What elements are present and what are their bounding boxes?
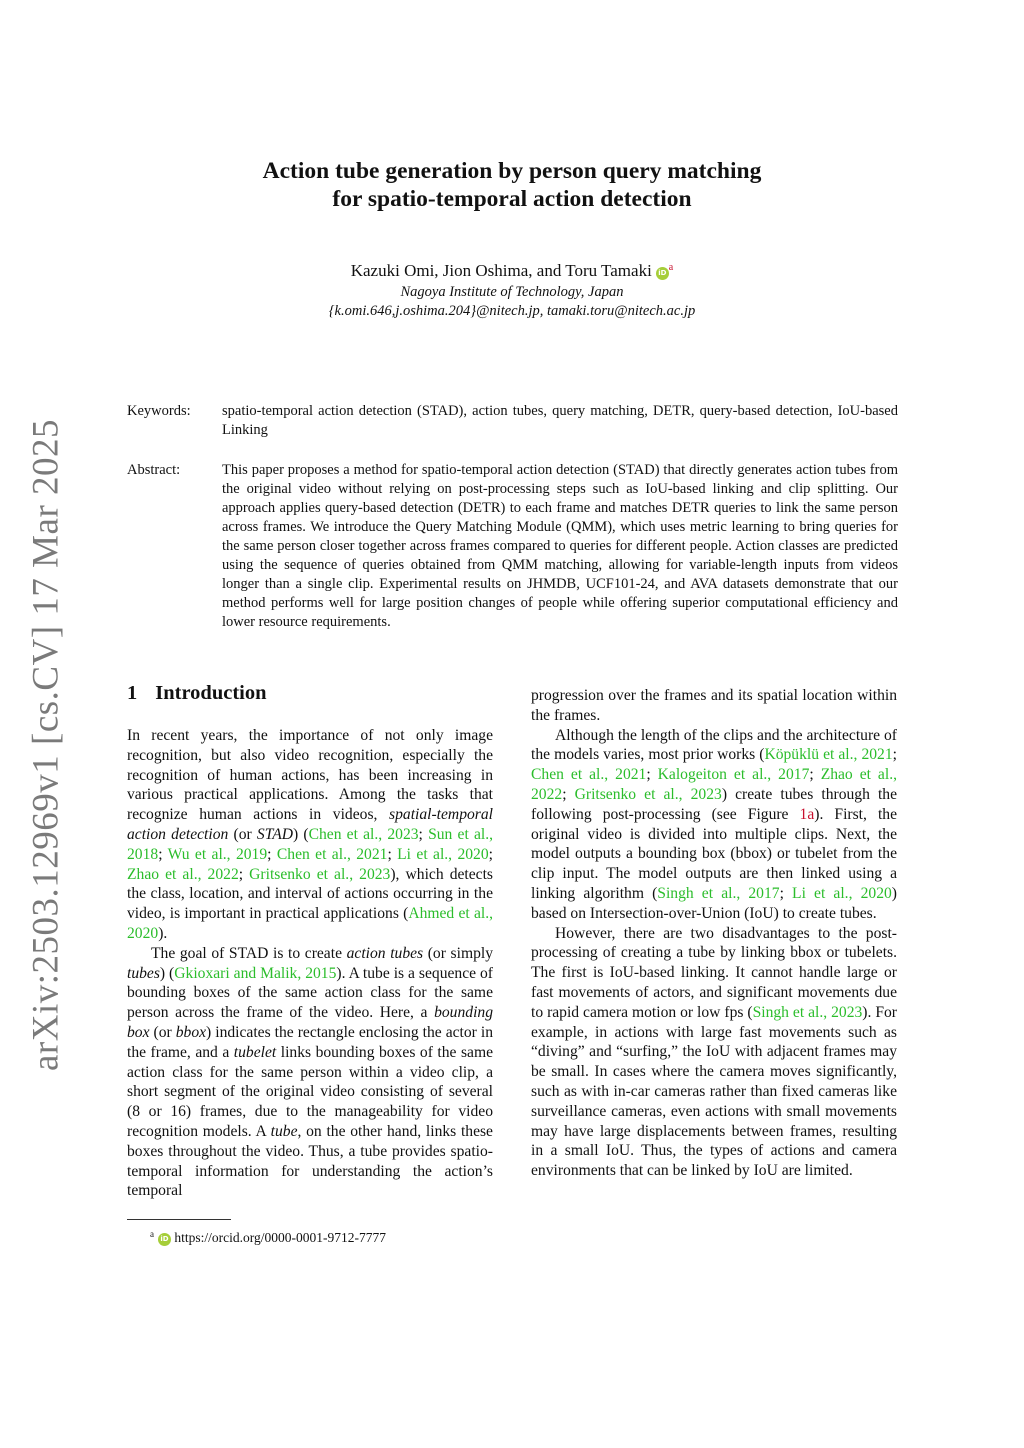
section-title: Introduction bbox=[155, 682, 267, 704]
citation-link[interactable]: Köpüklü et al., 2021 bbox=[764, 746, 893, 764]
citation-link[interactable]: Sun et al., 2018 bbox=[127, 825, 494, 863]
author-emails: {k.omi.646,j.oshima.204}@nitech.jp, tamaki.toru@nitech.ac.jp bbox=[328, 303, 696, 319]
citation-link[interactable]: Chen et al., 2023 bbox=[308, 825, 419, 843]
figure-reference-link[interactable]: 1a bbox=[799, 805, 815, 823]
citation-link[interactable]: Gritsenko et al., 2023 bbox=[574, 785, 722, 803]
author-names: Kazuki Omi, Jion Oshima, and Toru Tamaki bbox=[350, 261, 652, 280]
title-line-1: Action tube generation by person query matching bbox=[262, 158, 762, 184]
orcid-link[interactable]: https://orcid.org/0000-0001-9712-7777 bbox=[174, 1230, 386, 1245]
citation-link[interactable]: Li et al., 2020 bbox=[397, 845, 489, 863]
footnote bbox=[150, 1225, 386, 1247]
affiliation: Nagoya Institute of Technology, Japan bbox=[400, 284, 624, 300]
keywords-label: Keywords: bbox=[127, 403, 191, 419]
citation-link[interactable]: Kalogeiton et al., 2017 bbox=[657, 766, 810, 784]
title-line-2: for spatio-temporal action detection bbox=[332, 186, 692, 212]
paper-title bbox=[0, 157, 1024, 213]
intro-paragraph-2-continued: progression over the frames and its spatial location within the frames. bbox=[531, 687, 897, 724]
footnote-divider bbox=[127, 1219, 231, 1220]
orcid-icon[interactable]: iD bbox=[656, 267, 669, 280]
author-list bbox=[0, 257, 1024, 282]
intro-paragraph-3: Although the length of the clips and the architecture of the models varies, most prior works (Köpüklü et al., 2021; Chen et al., 2021; Kalogeiton et al., 2017; Zhao et al., 2022; Gritsenko et al., 2023) create tubes through the following post-processing (see Figure 1a). First, the original video is divided into multiple clips. Next, the model outputs a bounding box (bbox) or tubelet from the clip input. The model outputs are then linked using a linking algorithm (Singh et al., 2017; Li et al., 2020) based on Intersection-over-Union (IoU) to create tubes. bbox=[531, 726, 898, 922]
citation-link[interactable]: Singh et al., 2017 bbox=[657, 884, 780, 902]
citation-link[interactable]: Zhao et al., 2022 bbox=[127, 865, 239, 883]
citation-link[interactable]: Wu et al., 2019 bbox=[167, 845, 268, 863]
section-number: 1 bbox=[127, 682, 138, 704]
arxiv-identifier: arXiv:2503.12969v1 [cs.CV] 17 Mar 2025 bbox=[25, 418, 67, 1072]
abstract-text: This paper proposes a method for spatio-temporal action detection (STAD) that directly generates action tubes from the original video without relying on post-processing steps such as IoU-based linking and clip splitting. Our approach applies query-based detection (DETR) to each frame and matches DETR queries to link the same person across frames. We introduce the Query Matching Module (QMM), which uses metric learning to bring queries for the same person closer together across frames compared to queries for different people. Action classes are predicted using the sequence of queries obtained from QMM matching, allowing for variable-length inputs from videos longer than a single clip. Experimental results on JHMDB, UCF101-24, and AVA datasets demonstrate that our method performs well for large position changes of people while offering superior computational efficiency and lower resource requirements. bbox=[222, 462, 898, 630]
citation-link[interactable]: Li et al., 2020 bbox=[792, 884, 892, 902]
intro-paragraph-4: However, there are two disadvantages to the post-processing of creating a tube by linking bbox or tubelets. The first is IoU-based linking. It cannot handle large or fast movements of actors, and significant movements due to rapid camera motion or low fps (Singh et al., 2023). For example, in actions with large fast movements such as “diving” and “surfing,” the IoU with adjacent frames may be small. In cases where the camera moves significantly, such as with in-car cameras rather than fixed cameras like surveillance cameras, even actions with small movements may have large displacements between frames, resulting in a small IoU. Thus, the types of actions and camera environments that can be linked by IoU are limited. bbox=[531, 924, 897, 1180]
left-column bbox=[127, 726, 493, 1201]
author-footnote-mark[interactable]: a bbox=[668, 262, 674, 273]
citation-link[interactable]: Zhao et al., 2022 bbox=[531, 766, 897, 803]
footnote-mark: a bbox=[150, 1229, 154, 1239]
right-column bbox=[531, 686, 897, 1181]
section-heading bbox=[127, 682, 267, 705]
citation-link[interactable]: Singh et al., 2023 bbox=[752, 1003, 863, 1021]
orcid-icon: iD bbox=[158, 1233, 171, 1246]
abstract-label: Abstract: bbox=[127, 462, 181, 478]
citation-link[interactable]: Chen et al., 2021 bbox=[276, 845, 388, 863]
citation-link[interactable]: Gkioxari and Malik, 2015 bbox=[174, 964, 337, 982]
keywords-text: spatio-temporal action detection (STAD), action tubes, query matching, DETR, query-based detection, IoU-based Linking bbox=[222, 403, 898, 438]
citation-link[interactable]: Chen et al., 2021 bbox=[531, 766, 647, 784]
intro-paragraph-2: The goal of STAD is to create action tubes (or simply tubes) (Gkioxari and Malik, 2015). A tube is a sequence of bounding boxes of the same action class for the same person across the frame of the video. Here, a bounding box (or bbox) indicates the rectangle enclosing the actor in the frame, and a tubelet links bounding boxes of the same action class for the same person within a video clip, a short segment of the original video consisting of several (8 or 16) frames, due to the manageability for video recognition models. A tube, on the other hand, links these boxes throughout the video. Thus, a tube provides spatio-temporal information for understanding the action’s temporal bbox=[127, 944, 493, 1200]
citation-link[interactable]: Ahmed et al., 2020 bbox=[127, 905, 494, 942]
intro-paragraph-1: In recent years, the importance of not only image recognition, but also video recognition, especially the recognition of human actions, has been increasing in various practical applications. Among the tasks that recognize human actions in videos, spatial-temporal action detection (or STAD) (Chen et al., 2023; Sun et al., 2018; Wu et al., 2019; Chen et al., 2021; Li et al., 2020; Zhao et al., 2022; Gritsenko et al., 2023), which detects the class, location, and interval of actions occurring in the video, is important in practical applications (Ahmed et al., 2020). bbox=[127, 727, 494, 942]
citation-link[interactable]: Gritsenko et al., 2023 bbox=[249, 865, 391, 883]
